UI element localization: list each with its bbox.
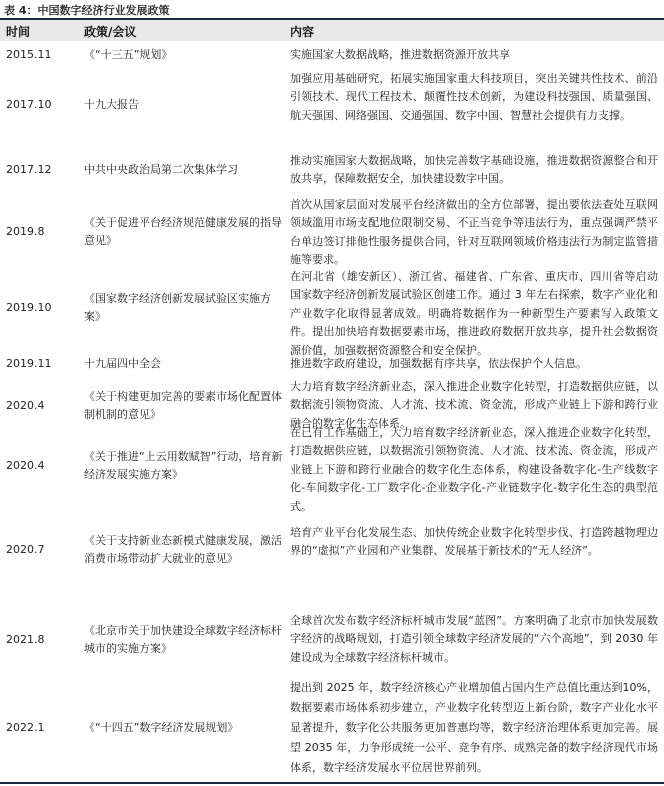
row-content: 大力培育数字经济新业态，深入推进企业数字化转型，打造数据供应链，以数据流引领物资流、人才流、技术流、资金流，形成产业链上下游和跨行业融合的数字化生态体系。 (290, 380, 658, 430)
row-content: 在河北省（雄安新区）、浙江省、福建省、广东省、重庆市、四川省等启动国家数字经济创新发展试验区创建工作。通过 3 年左右探索，数字产业化和产业数字化取得显著成效。明确将数据作为一种新型生产要素写入政策文件。提出加快培育数据要素市场，推进政府数据开放共享，提升社会数据资源价值，加强数据资源整合和安全保护。 (290, 270, 658, 357)
row-policy: 《关于构建更加完善的要素市场化配置体制机制的意见》 (84, 389, 282, 421)
row-policy: 《“十三五”规划》 (84, 47, 173, 61)
table-row (0, 610, 664, 674)
row-content: 实施国家大数据战略，推进数据资源开放共享 (290, 48, 510, 61)
row-content: 提出到 2025 年，数字经济核心产业增加值占国内生产总值比重达到10%，数据要素市场体系初步建立，产业数字化转型迈上新台阶，数字产业化水平显著提升，数字化公共服务更加普惠均等，数字经济治理体系更加完善。展望 2035 年，力争形成统一公平、竞争有序、成熟完备的数字经济现代市场体系，数字经济发展水平位居世界前列。 (290, 681, 658, 774)
table-header (0, 18, 664, 41)
row-content: 加强应用基础研究，拓展实施国家重大科技项目，突出关键共性技术、前沿引领技术、现代工程技术、颠覆性技术创新，为建设科技强国、质量强国、航天强国、网络强国、交通强国、数字中国、智慧社会提供有力支撑。 (290, 72, 658, 122)
row-time: 2022.1 (6, 720, 45, 734)
table-bottom-rule (0, 782, 664, 784)
table-row (0, 150, 664, 190)
row-content: 在已有工作基础上，大力培育数字经济新业态，深入推进企业数字化转型，打造数据供应链，以数据流引领物资流、人才流、技术流、资金流，形成产业链上下游和跨行业融合的数字化生态体系，构建设备数字化-生产线数字化-车间数字化-工厂数字化-企业数字化-产业链数字化-数字化生态的典型范式。 (290, 426, 658, 513)
row-content: 推进数字政府建设，加强数据有序共享，依法保护个人信息。 (290, 357, 587, 370)
row-content: 首次从国家层面对发展平台经济做出的全方位部署，提出要依法查处互联网领域滥用市场支配地位限制交易、不正当竞争等违法行为，重点强调严禁平台单边签订排他性服务提供合同，针对互联网领域价格违法行为制定监管措施等要求。 (290, 198, 658, 267)
row-policy: 《北京市关于加快建设全球数字经济标杆城市的实施方案》 (84, 623, 282, 655)
row-time: 2020.4 (6, 458, 45, 472)
header-time: 时间 (6, 25, 31, 39)
row-content: 全球首次发布数字经济标杆城市发展“蓝图”。方案明确了北京市加快发展数字经济的战略规划，打造引领全球数字经济发展的“六个高地”，到 2030 年建设成为全球数字经济标杆城市。 (290, 614, 658, 664)
row-policy: 《国家数字经济创新发展试验区实施方案》 (84, 291, 271, 323)
row-content: 推动实施国家大数据战略，加快完善数字基础设施，推进数据资源整合和开放共享，保障数据安全，加快建设数字中国。 (290, 154, 658, 186)
header-policy: 政策/会议 (84, 25, 137, 39)
row-time: 2017.10 (6, 97, 52, 111)
row-time: 2019.10 (6, 300, 52, 314)
row-policy: 《关于推进“上云用数赋智”行动，培育新经济发展实施方案》 (84, 449, 283, 481)
row-content: 培育产业平台化发展生态、加快传统企业数字化转型步伐、打造跨越物理边界的“虚拟”产业园和产业集群、发展基于新技术的“无人经济”。 (290, 526, 658, 558)
row-policy: 十九大报告 (84, 97, 139, 111)
table-row (0, 68, 664, 162)
row-time: 2021.8 (6, 632, 45, 646)
row-policy: 中共中央政治局第二次集体学习 (84, 162, 238, 176)
row-policy: 《关于促进平台经济规范健康发展的指导意见》 (84, 215, 282, 247)
row-time: 2019.11 (6, 356, 52, 370)
table-row (0, 354, 664, 374)
table-row (0, 422, 664, 518)
table-row (0, 522, 664, 592)
row-time: 2015.11 (6, 47, 52, 61)
row-time: 2020.7 (6, 542, 45, 556)
table-row (0, 44, 664, 66)
row-time: 2019.8 (6, 224, 45, 238)
row-policy: 《“十四五”数字经济发展规划》 (84, 720, 239, 734)
table-caption: 表 4：中国数字经济行业发展政策 (4, 4, 170, 17)
row-time: 2017.12 (6, 162, 52, 176)
row-policy: 十九届四中全会 (84, 356, 161, 370)
table-row (0, 676, 664, 780)
table-row (0, 194, 664, 270)
header-content: 内容 (290, 25, 315, 39)
table-row (0, 266, 664, 357)
row-policy: 《关于支持新业态新模式健康发展，激活消费市场带动扩大就业的意见》 (84, 533, 282, 565)
row-time: 2020.4 (6, 398, 45, 412)
